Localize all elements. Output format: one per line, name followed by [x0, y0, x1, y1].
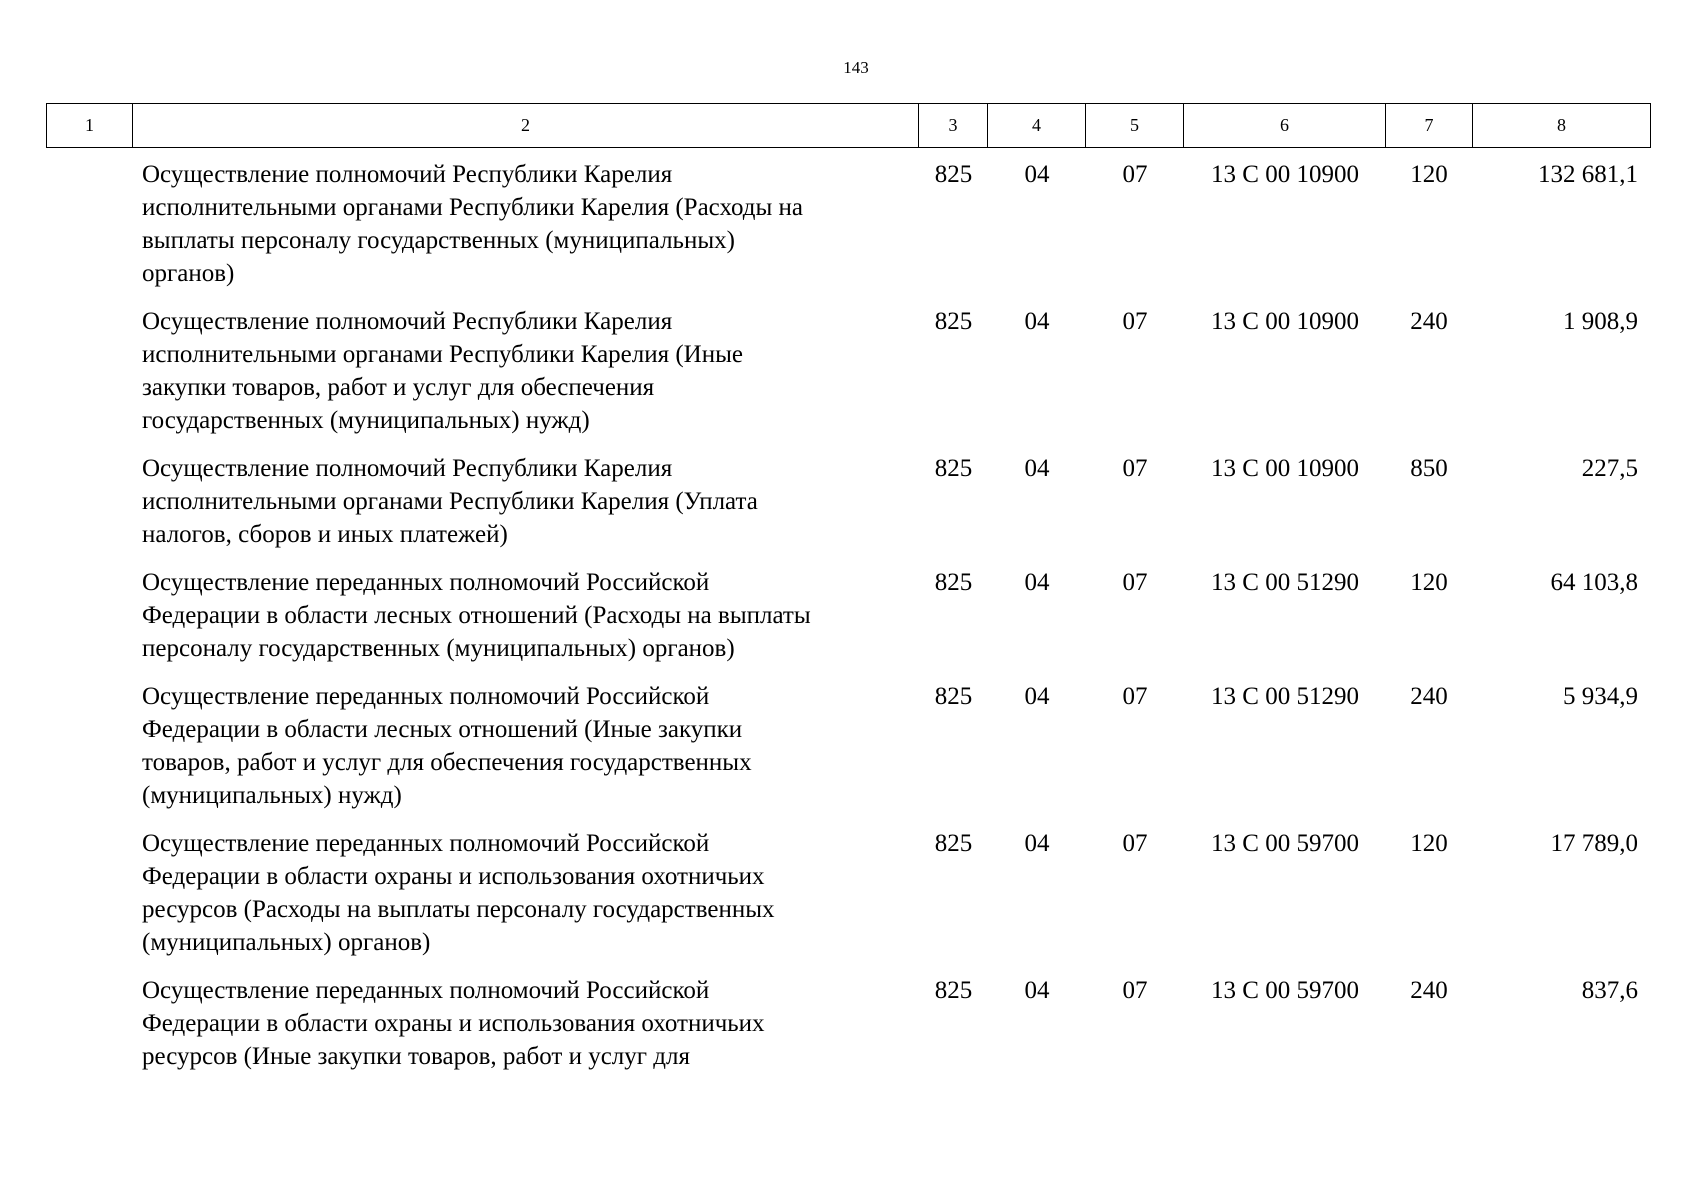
- column-header-table: [46, 103, 1651, 148]
- description-line: Осуществление переданных полномочий Российской: [142, 683, 710, 710]
- description-line: Осуществление полномочий Республики Карелия: [142, 161, 673, 188]
- code-cell-6: 13 С 00 10900: [1211, 308, 1359, 335]
- description-line: Федерации в области охраны и использования охотничьих: [142, 863, 765, 890]
- code-cell-3: 825: [934, 683, 973, 710]
- description-line: исполнительными органами Республики Карелия (Расходы на: [142, 194, 804, 221]
- header-cell-7: 7: [1386, 104, 1473, 148]
- amount-cell: 1 908,9: [1563, 308, 1638, 335]
- code-cell-5: 07: [1122, 830, 1148, 857]
- page-number: 143: [843, 58, 869, 77]
- header-cell-8: 8: [1473, 104, 1651, 148]
- table-row: [46, 452, 1650, 551]
- row-description: [142, 452, 919, 551]
- description-line: ресурсов (Иные закупки товаров, работ и услуг для: [142, 1043, 690, 1070]
- description-line: товаров, работ и услуг для обеспечения государственных: [142, 749, 752, 776]
- table-row: [46, 158, 1650, 290]
- code-cell-6: 13 С 00 59700: [1211, 977, 1359, 1004]
- description-line: исполнительными органами Республики Карелия (Иные: [142, 341, 744, 368]
- description-line: Осуществление полномочий Республики Карелия: [142, 308, 673, 335]
- row-description: [142, 566, 919, 665]
- amount-cell: 227,5: [1581, 455, 1638, 482]
- code-cell-3: 825: [934, 569, 973, 596]
- code-cell-5: 07: [1122, 161, 1148, 188]
- code-cell-4: 04: [1024, 161, 1050, 188]
- row-description: [142, 974, 919, 1073]
- code-cell-4: 04: [1024, 977, 1050, 1004]
- budget-rows: [46, 158, 1650, 1088]
- code-cell-6: 13 С 00 51290: [1211, 569, 1359, 596]
- amount-cell: 132 681,1: [1538, 161, 1638, 188]
- table-row: [46, 827, 1650, 959]
- code-cell-3: 825: [934, 830, 973, 857]
- header-cell-2: 2: [133, 104, 919, 148]
- description-line: Федерации в области лесных отношений (Расходы на выплаты: [142, 602, 811, 629]
- description-line: Осуществление переданных полномочий Российской: [142, 830, 710, 857]
- code-cell-7: 850: [1410, 455, 1448, 482]
- description-line: ресурсов (Расходы на выплаты персоналу государственных: [142, 896, 775, 923]
- code-cell-4: 04: [1024, 308, 1050, 335]
- code-cell-7: 120: [1410, 569, 1448, 596]
- code-cell-5: 07: [1122, 455, 1148, 482]
- code-cell-5: 07: [1122, 683, 1148, 710]
- row-description: [142, 827, 919, 959]
- description-line: Федерации в области лесных отношений (Иные закупки: [142, 716, 743, 743]
- code-cell-5: 07: [1122, 569, 1148, 596]
- description-line: исполнительными органами Республики Карелия (Уплата: [142, 488, 758, 515]
- amount-cell: 837,6: [1581, 977, 1638, 1004]
- header-row: [47, 104, 1651, 148]
- header-cell-6: 6: [1184, 104, 1386, 148]
- code-cell-7: 240: [1410, 977, 1448, 1004]
- header-cell-3: 3: [919, 104, 988, 148]
- code-cell-7: 240: [1410, 308, 1448, 335]
- header-cell-1: 1: [47, 104, 133, 148]
- table-row: [46, 974, 1650, 1073]
- code-cell-3: 825: [934, 308, 973, 335]
- code-cell-6: 13 С 00 10900: [1211, 161, 1359, 188]
- header-cell-5: 5: [1086, 104, 1184, 148]
- code-cell-7: 120: [1410, 161, 1448, 188]
- table-row: [46, 566, 1650, 665]
- description-line: Федерации в области охраны и использования охотничьих: [142, 1010, 765, 1037]
- code-cell-4: 04: [1024, 830, 1050, 857]
- description-line: выплаты персоналу государственных (муниципальных): [142, 227, 735, 254]
- code-cell-6: 13 С 00 10900: [1211, 455, 1359, 482]
- code-cell-3: 825: [934, 455, 973, 482]
- amount-cell: 5 934,9: [1563, 683, 1638, 710]
- code-cell-6: 13 С 00 59700: [1211, 830, 1359, 857]
- code-cell-7: 240: [1410, 683, 1448, 710]
- code-cell-3: 825: [934, 161, 973, 188]
- description-line: налогов, сборов и иных платежей): [142, 521, 508, 548]
- description-line: (муниципальных) органов): [142, 929, 431, 956]
- amount-cell: 64 103,8: [1550, 569, 1638, 596]
- code-cell-4: 04: [1024, 455, 1050, 482]
- code-cell-5: 07: [1122, 977, 1148, 1004]
- description-line: Осуществление полномочий Республики Карелия: [142, 455, 673, 482]
- description-line: персоналу государственных (муниципальных) органов): [142, 635, 735, 662]
- description-line: государственных (муниципальных) нужд): [142, 407, 590, 434]
- code-cell-4: 04: [1024, 683, 1050, 710]
- description-line: (муниципальных) нужд): [142, 782, 402, 809]
- code-cell-4: 04: [1024, 569, 1050, 596]
- code-cell-7: 120: [1410, 830, 1448, 857]
- description-line: Осуществление переданных полномочий Российской: [142, 569, 710, 596]
- amount-cell: 17 789,0: [1550, 830, 1638, 857]
- header-cell-4: 4: [988, 104, 1086, 148]
- description-line: закупки товаров, работ и услуг для обеспечения: [142, 374, 655, 401]
- table-row: [46, 305, 1650, 437]
- code-cell-6: 13 С 00 51290: [1211, 683, 1359, 710]
- row-description: [142, 305, 919, 437]
- code-cell-3: 825: [934, 977, 973, 1004]
- description-line: Осуществление переданных полномочий Российской: [142, 977, 710, 1004]
- description-line: органов): [142, 260, 235, 287]
- code-cell-5: 07: [1122, 308, 1148, 335]
- row-description: [142, 680, 919, 812]
- row-description: [142, 158, 919, 290]
- table-row: [46, 680, 1650, 812]
